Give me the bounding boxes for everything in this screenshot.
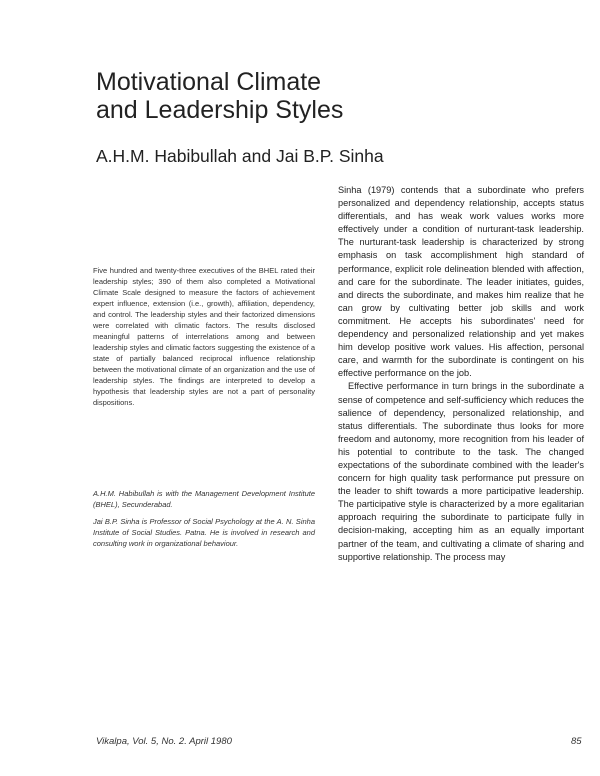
- abstract: Five hundred and twenty-three executives of the BHEL rated their leadership styles; 390 of them also completed a Motivational Climate Scale designed to measure the factors of achievement expert influence, extension (i.e., growth), affiliation, dependency, and control. The leadership styles and their factorized dimensions were correlated with climatic factors. The results disclosed meaningful patterns of interrelations among and between leadership styles and climatic factors suggesting the existence of a state of partially balanced reciprocal influence relationship between the motivational climate of an organization and the use of leadership styles. The findings are interpreted to develop a hypothesis that leadership styles are not a part of personality dispositions.: [93, 266, 315, 407]
- page-number: 85: [571, 736, 582, 747]
- title-line-2: and Leadership Styles: [96, 96, 344, 124]
- body-paragraph-2: Effective performance in turn brings in the subordinate a sense of competence and self-sufficiency which reduces the salience of dependency, personalized relationship, and status differentials. The subordinate thus looks for more freedom and autonomy, more recognition from his leader of his potential to contribute to the task. The changed expectations of the subordinate combined with the leader's concern for high quality task performance put pressure on the leader to shift towards a more participative leadership. The participative style is characterized by a more egalitarian approach requiring the subordinate to participate fully in decision-making, accepting him as an equally important partner of the team, and cultivating a climate of sharing and supportive relationship. The process may: [338, 381, 584, 562]
- author-bios: [93, 488, 315, 555]
- body-paragraph-1: Sinha (1979) contends that a subordinate who prefers personalized and dependency relationship, accepts status differentials, and has weak work values works more effectively under a condition of nurturant-task leadership. The nurturant-task leadership is characterized by strong emphasis on task accomplishment high standard of performance, explicit role delineation blended with affection, and care for the subordinate. The leader initiates, guides, and directs the subordinate, and makes him realize that he can grow by cultivating better job skills and work commitment. He accepts his subordinates' need for dependency and personalized relationship and yet makes him develop positive work values. His affection, personal care, and warmth for the subordinate is contingent on his effective performance on the job.: [338, 185, 584, 379]
- journal-citation: Vikalpa, Vol. 5, No. 2. April 1980: [96, 736, 232, 747]
- body-text: [338, 184, 584, 564]
- author-bio-sinha: Jai B.P. Sinha is Professor of Social Psychology at the A. N. Sinha Institute of Social Studies. Patna. He is involved in research and consulting work in organizational behaviour.: [93, 517, 315, 548]
- article-authors: A.H.M. Habibullah and Jai B.P. Sinha: [96, 146, 384, 166]
- title-line-1: Motivational Climate: [96, 68, 322, 96]
- author-bio-habibullah: A.H.M. Habibullah is with the Management Development Institute (BHEL), Secunderabad.: [93, 489, 315, 509]
- article-title: [96, 68, 343, 124]
